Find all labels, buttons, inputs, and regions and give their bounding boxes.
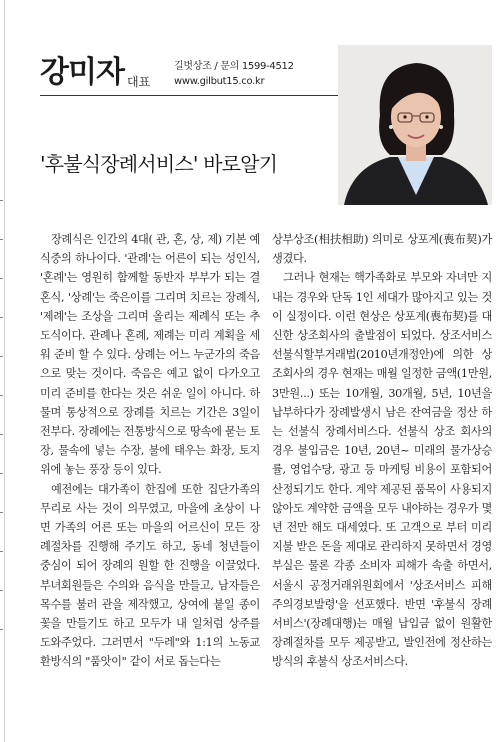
- paragraph: 예전에는 대가족이 한집에 또한 집단가족의 무리로 사는 것이 의무였고, 마을에 초상이 나면 가족의 어른 또는 마을의 어르신이 모든 장례절차를 진행해 주기도 하고, 동네 청년들이 중심이 되어 장례의 원할 한 진행을 이끌었다. 부녀회원들은 수의와 음식을 만들고, 남자들은 목수를 불러 관을 제작했고, 상여에 붙일 종이꽃을 만들기도 하고 모두가 내 일처럼 상주를 도와주었다. 그러면서 "두레"와 1:1의 노동교환방식의 "품앗이" 같이 서로 돕는다는: [40, 482, 260, 669]
- paragraph: 그러나 현재는 핵가족화로 부모와 자녀만 지내는 경우와 단독 1인 세대가 많아지고 있는 것이 실정이다. 이런 현상은 상포계(喪布契)를 대신한 상조회사의 출발점이 되었다. 상조서비스 선불식할부거래법(2010년개정안)에 의한 상조회사의 경우 현재는 매월 일정한 금액(1만원, 3만원...) 또는 10개월, 30개월, 5년, 10년을 납부하다가 장례발생시 남은 잔여금을 정산 하는 선불식 장례서비스다. 선불식 상조 회사의 경우 불입금은 10년, 20년~ 미래의 물가상승률, 영업수당, 광고 등 마케팅 비용이 포함되어 산정되기도 한다. 계약 제공된 품목이 사용되지 않아도 계약한 금액을 모두 내야하는 경우가 몇 년 전만 해도 대세였다. 또 고객으로 부터 미리 지불 받은 돈을 제대로 관리하지 못하면서 경영부실은 물론 각종 소비자 피해가 속출 하면서, 서울시 공정거래위원회에서 '상조서비스 피해주의경보발령'을 선포했다. 반면 '후불식 장례서비스'(장례대행)는 매월 납입금 없이 원활한 장례절차를 모두 제공받고, 발인전에 정산하는 방식의 후불식 상조서비스다.: [272, 271, 492, 669]
- company-website: www.gilbut15.co.kr: [174, 76, 265, 87]
- paragraph-continued: 상부상조(相扶相助) 의미로 상포계(喪布契)가 생겼다.: [272, 233, 492, 266]
- author-role: 대표: [127, 75, 151, 89]
- header-divider: [40, 95, 340, 96]
- article-column-1: [40, 230, 260, 672]
- company-contact: 길벗상조 / 문의 1599-4512: [174, 61, 294, 72]
- article-headline: '후불식장례서비스' 바로알기: [40, 152, 278, 176]
- article-column-2: [272, 230, 492, 672]
- page-edge-rule: [4, 0, 5, 742]
- author-portrait: [338, 45, 492, 205]
- paragraph: 장례식은 인간의 4대( 관, 혼, 상, 제) 기본 예식중의 하나이다. '관례'는 어른이 되는 성인식, '혼례'는 영원히 함께할 동반자 부부가 되는 결혼식, '상례'는 죽은이를 그리며 치르는 장례식, '제례'는 조상을 그리며 올리는 제례식 또는 추도식이다. 관례나 혼례, 제례는 미리 계획을 세워 준비 할 수 있다. 상례는 어느 누군가의 죽음으로 맞는 것이다. 죽음은 예고 없이 다가오고 미리 준비를 한다는 것은 쉬운 일이 아니다. 하물며 통상적으로 장례를 치르는 기간은 3일이 전부다. 장례에는 전통방식으로 땅속에 묻는 토장, 물속에 넣는 수장, 불에 태우는 화장, 토지위에 놓는 풍장 등이 있다.: [40, 233, 260, 477]
- page-edge-marks: [0, 200, 4, 668]
- portrait-illustration: [338, 45, 492, 205]
- author-name: 강미자: [40, 55, 124, 90]
